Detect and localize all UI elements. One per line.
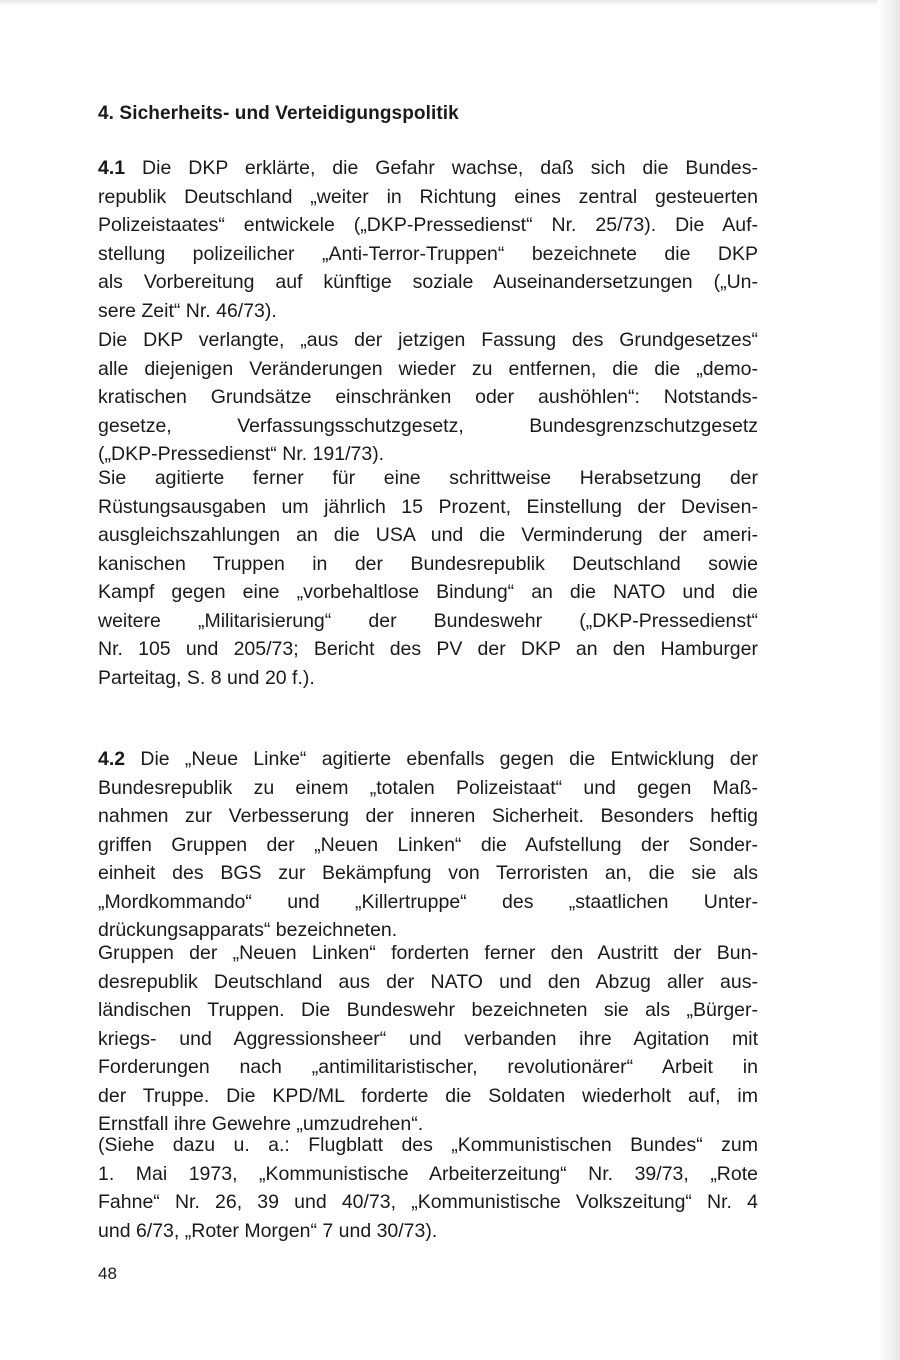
text-line: 4.2 Die „Neue Linke“ agitierte ebenfalls gegen die Entwicklung der bbox=[98, 748, 758, 770]
text-line: gesetze, Verfassungsschutzgesetz, Bundesgrenzschutzgesetz bbox=[98, 414, 758, 437]
text-line: Fahne“ Nr. 26, 39 und 40/73, „Kommunistische Volkszeitung“ Nr. 4 bbox=[98, 1191, 758, 1213]
text-line: weitere „Militarisierung“ der Bundeswehr („DKP-Pressedienst“ bbox=[98, 609, 758, 632]
text-line: griffen Gruppen der „Neuen Linken“ die Aufstellung der Sonder- bbox=[98, 833, 758, 856]
text-line: Nr. 105 und 205/73; Bericht des PV der DKP an den Hamburger bbox=[98, 638, 758, 660]
page-number: 48 bbox=[98, 1264, 117, 1283]
text-line: Polizeistaates“ entwickele („DKP-Pressedienst“ Nr. 25/73). Die Auf- bbox=[98, 214, 758, 236]
text-line: Parteitag, S. 8 und 20 f.). bbox=[98, 666, 315, 689]
text-line: Kampf gegen eine „vorbehaltlose Bindung“ an die NATO und die bbox=[98, 581, 758, 603]
text-line: ländischen Truppen. Die Bundeswehr bezeichneten sie als „Bürger- bbox=[98, 999, 758, 1021]
scan-edge-shadow bbox=[878, 0, 900, 1360]
text-line: einheit des BGS zur Bekämpfung von Terroristen an, die sie als bbox=[98, 862, 758, 884]
text-line: („DKP-Pressedienst“ Nr. 191/73). bbox=[98, 443, 385, 465]
text-line: „Mordkommando“ und „Killertruppe“ des „staatlichen Unter- bbox=[98, 890, 758, 913]
text-line: und 6/73, „Roter Morgen“ 7 und 30/73). bbox=[98, 1219, 438, 1242]
text-line: Rüstungsausgaben um jährlich 15 Prozent, Einstellung der Devisen- bbox=[98, 495, 758, 518]
text-line: kratischen Grundsätze einschränken oder aushöhlen“: Notstands- bbox=[98, 386, 758, 408]
text-line: 4.1 Die DKP erklärte, die Gefahr wachse, daß sich die Bundes- bbox=[98, 157, 758, 179]
text-line: kanischen Truppen in der Bundesrepublik Deutschland sowie bbox=[98, 552, 758, 575]
section-4-1-para-3 bbox=[98, 464, 758, 692]
section-number: 4.2 bbox=[98, 748, 126, 770]
text-line: 1. Mai 1973, „Kommunistische Arbeiterzeitung“ Nr. 39/73, „Rote bbox=[98, 1162, 758, 1185]
scan-top-shadow bbox=[0, 0, 900, 6]
text-line: als Vorbereitung auf künftige soziale Auseinandersetzungen („Un- bbox=[98, 271, 758, 293]
text-line: ausgleichszahlungen an die USA und die Verminderung der ameri- bbox=[98, 524, 758, 546]
text-line: drückungsapparats“ bezeichneten. bbox=[98, 919, 398, 941]
section-4-2-para-2 bbox=[98, 939, 758, 1139]
text-line: nahmen zur Verbesserung der inneren Sicherheit. Besonders heftig bbox=[98, 805, 758, 827]
text-line: alle diejenigen Veränderungen wieder zu entfernen, die die „demo- bbox=[98, 357, 758, 380]
section-number: 4.1 bbox=[98, 157, 126, 179]
text-line: sere Zeit“ Nr. 46/73). bbox=[98, 299, 277, 322]
section-4-2-para-1 bbox=[98, 745, 758, 945]
section-4-1-para-2 bbox=[98, 326, 758, 469]
text-line: desrepublik Deutschland aus der NATO und den Abzug aller aus- bbox=[98, 970, 758, 993]
section-4-2-para-3 bbox=[98, 1131, 758, 1245]
text-line: (Siehe dazu u. a.: Flugblatt des „Kommunistischen Bundes“ zum bbox=[98, 1134, 758, 1156]
text-line: Sie agitierte ferner für eine schrittweise Herabsetzung der bbox=[98, 467, 758, 489]
section-heading: 4. Sicherheits- und Verteidigungspolitik bbox=[98, 103, 459, 124]
text-line: Die DKP verlangte, „aus der jetzigen Fassung des Grundgesetzes“ bbox=[98, 329, 758, 351]
text-line: Forderungen nach „antimilitaristischer, revolutionärer“ Arbeit in bbox=[98, 1056, 758, 1078]
text-line: Gruppen der „Neuen Linken“ forderten ferner den Austritt der Bun- bbox=[98, 942, 758, 964]
text-line: republik Deutschland „weiter in Richtung eines zentral gesteuerten bbox=[98, 185, 758, 208]
text-line: der Truppe. Die KPD/ML forderte die Soldaten wiederholt auf, im bbox=[98, 1084, 758, 1107]
section-4-1-para-1 bbox=[98, 154, 758, 325]
text-line: Ernstfall ihre Gewehre „umzudrehen“. bbox=[98, 1113, 424, 1135]
text-line: stellung polizeilicher „Anti-Terror-Truppen“ bezeichnete die DKP bbox=[98, 242, 758, 265]
text-line: Bundesrepublik zu einem „totalen Polizeistaat“ und gegen Maß- bbox=[98, 776, 758, 799]
text-line: kriegs- und Aggressionsheer“ und verbanden ihre Agitation mit bbox=[98, 1027, 758, 1050]
